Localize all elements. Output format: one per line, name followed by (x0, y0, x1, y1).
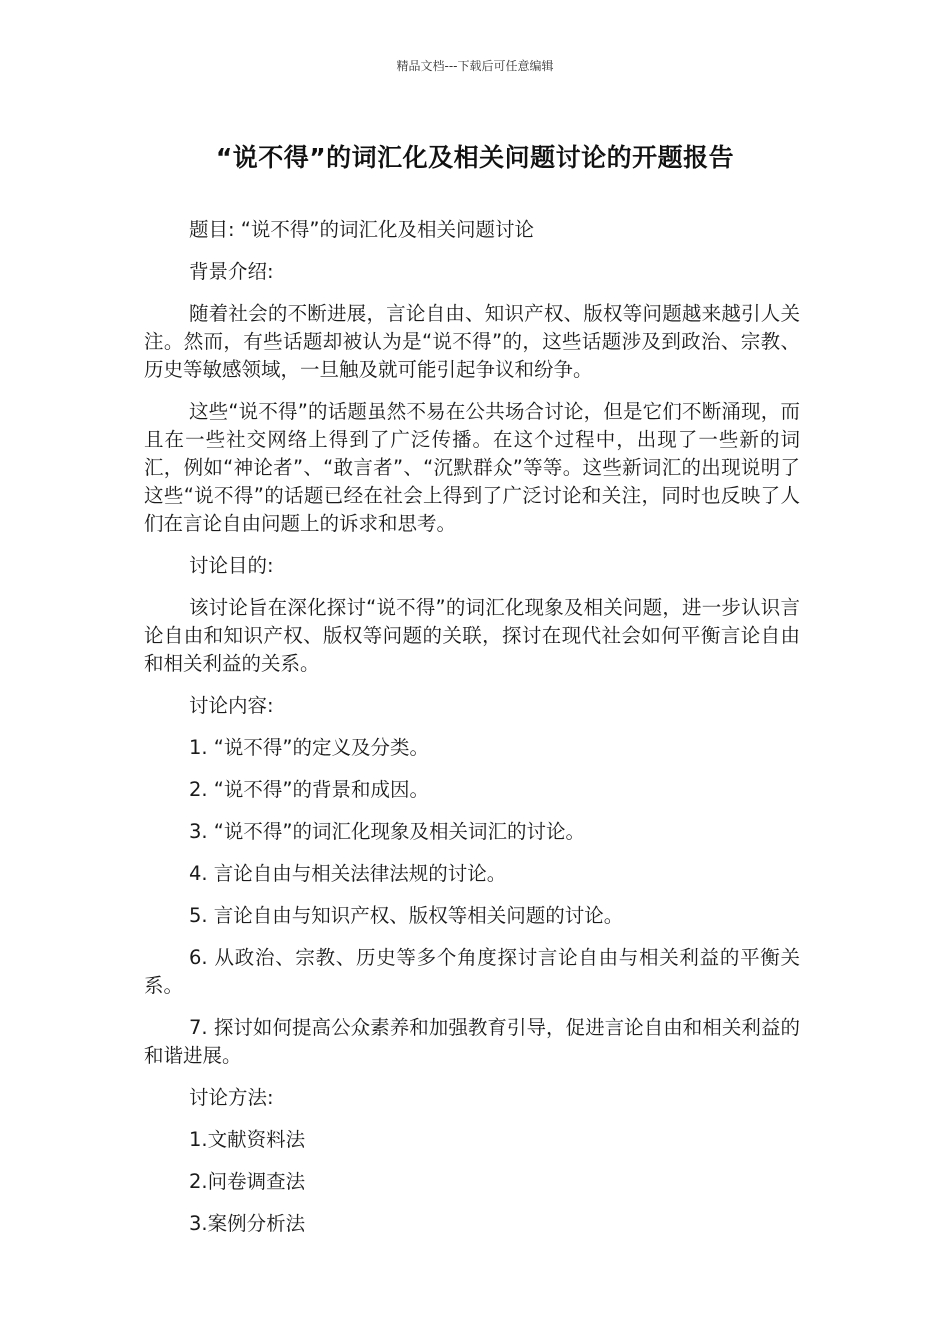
document-title: “说不得”的词汇化及相关问题讨论的开题报告 (215, 143, 735, 172)
content-item-6: 6. 从政治、宗教、历史等多个角度探讨言论自由与相关利益的平衡关系。 (144, 946, 800, 997)
section-heading-content: 讨论内容: (189, 694, 274, 717)
content-item-7: 7. 探讨如何提高公众素养和加强教育引导，促进言论自由和相关利益的和谐进展。 (144, 1016, 800, 1067)
content-item-1: 1. “说不得”的定义及分类。 (189, 736, 430, 759)
content-item-2: 2. “说不得”的背景和成因。 (189, 778, 430, 801)
section-heading-purpose: 讨论目的: (189, 554, 274, 577)
content-item-4: 4. 言论自由与相关法律法规的讨论。 (189, 862, 507, 885)
purpose-paragraph: 该讨论旨在深化探讨“说不得”的词汇化现象及相关问题，进一步认识言论自由和知识产权、版权等问题的关联，探讨在现代社会如何平衡言论自由和相关利益的关系。 (144, 596, 800, 675)
document-body (144, 216, 800, 1252)
page-header-note: 精品文档---下载后可任意编辑 (396, 59, 554, 73)
method-item-3: 3.案例分析法 (189, 1212, 306, 1235)
method-item-1: 1.文献资料法 (189, 1128, 306, 1151)
section-heading-method: 讨论方法: (189, 1086, 274, 1109)
method-item-2: 2.问卷调查法 (189, 1170, 306, 1193)
background-paragraph-1: 随着社会的不断进展，言论自由、知识产权、版权等问题越来越引人关注。然而，有些话题却被认为是“说不得”的，这些话题涉及到政治、宗教、历史等敏感领域，一旦触及就可能引起争议和纷争。 (144, 302, 800, 381)
content-item-5: 5. 言论自由与知识产权、版权等相关问题的讨论。 (189, 904, 624, 927)
background-paragraph-2: 这些“说不得”的话题虽然不易在公共场合讨论，但是它们不断涌现，而且在一些社交网络上得到了广泛传播。在这个过程中，出现了一些新的词汇，例如“神论者”、“敢言者”、“沉默群众”等等。这些新词汇的出现说明了这些“说不得”的话题已经在社会上得到了广泛讨论和关注，同时也反映了人们在言论自由问题上的诉求和思考。 (144, 400, 800, 535)
section-heading-background: 背景介绍: (189, 260, 274, 283)
topic-line: 题目: “说不得”的词汇化及相关问题讨论 (189, 218, 534, 241)
content-item-3: 3. “说不得”的词汇化现象及相关词汇的讨论。 (189, 820, 586, 843)
